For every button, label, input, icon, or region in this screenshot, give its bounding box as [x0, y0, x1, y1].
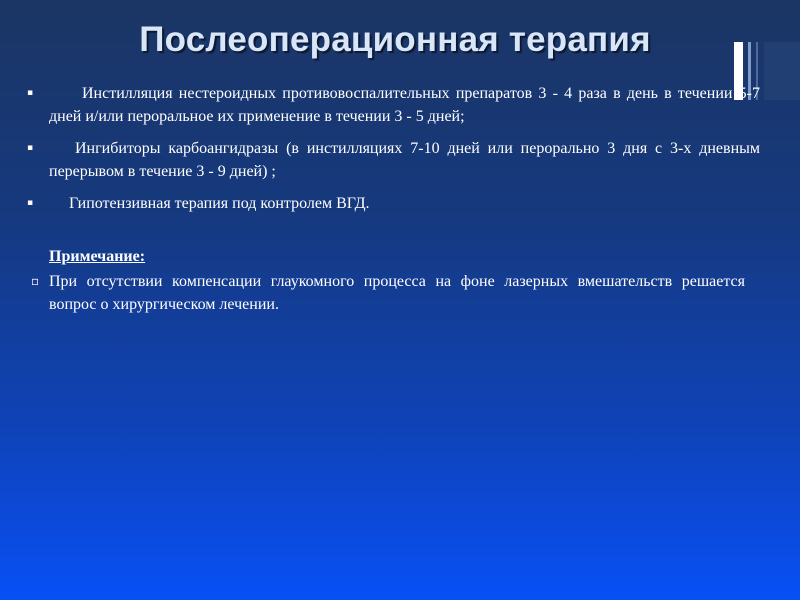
first-line-indent: [49, 85, 82, 102]
list-item: [0, 192, 760, 215]
note-title: Примечание:: [49, 248, 146, 265]
slide-content: [0, 82, 760, 316]
slide-title: Послеоперационная терапия: [139, 20, 651, 59]
list-item-text: [49, 137, 760, 183]
list-item: [0, 137, 760, 183]
bullet-icon: ▪: [27, 198, 34, 208]
bullet-icon: ▪: [27, 143, 34, 153]
deco-bar: [764, 42, 800, 100]
first-line-indent: [49, 140, 75, 157]
note-text: При отсутствии компенсации глаукомного процесса на фоне лазерных вмешательств решается вопрос о хирургическом лечении.: [49, 273, 745, 313]
list-item-label: Гипотензивная терапия под контролем ВГД.: [69, 195, 370, 212]
list-item-label: Ингибиторы карбоангидразы (в инстилляциях 7-10 дней или перорально 3 дня с 3-х дневным перерывом в течение 3 - 9 дней) ;: [49, 140, 760, 180]
list-item: [0, 82, 760, 128]
hollow-bullet-icon: ▫: [31, 274, 40, 288]
first-line-indent: [49, 195, 69, 212]
note-item: [0, 270, 760, 316]
list-item-label: Инстилляция нестероидных противовоспалительных препаратов 3 - 4 раза в день в течении 5-7 дней и/или пероральное их применение в течении 3 - 5 дней;: [49, 85, 760, 125]
bullet-icon: ▪: [27, 88, 34, 98]
list-item-text: [49, 192, 760, 215]
list-item-text: [49, 82, 760, 128]
